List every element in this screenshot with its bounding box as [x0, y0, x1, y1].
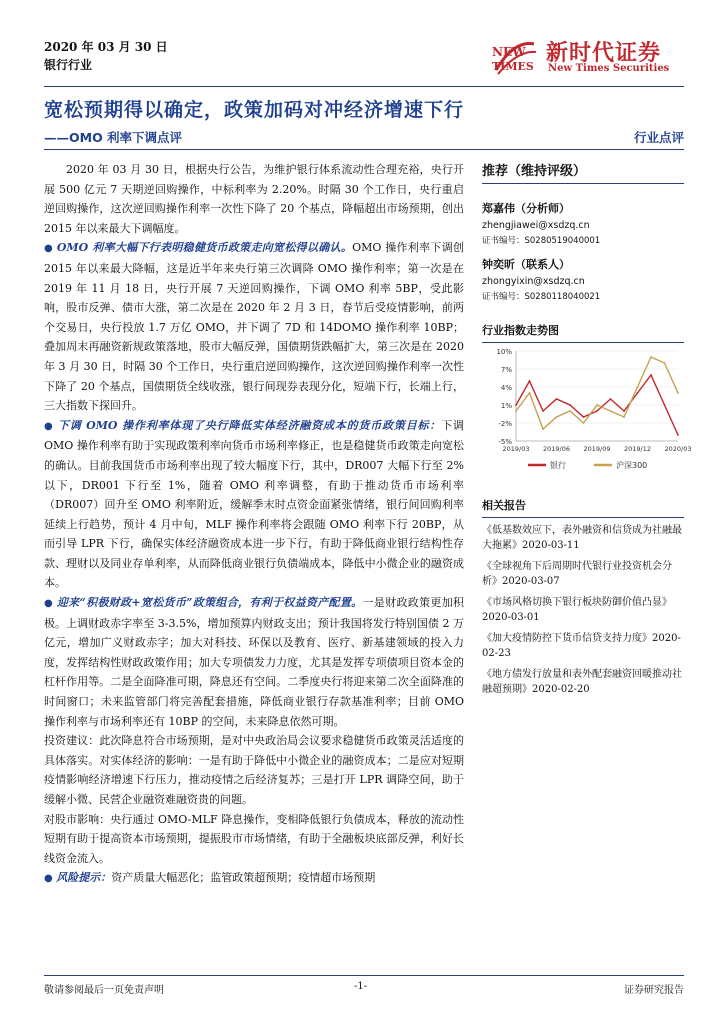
footer-report-type: 证券研究报告	[624, 985, 684, 996]
related-reports-list	[482, 524, 684, 697]
data-point	[542, 410, 544, 412]
bullet-heading-1: OMO 利率大幅下行表明稳健货币政策走向宽松得以确认。	[56, 241, 353, 255]
title-divider	[44, 149, 684, 150]
stock-impact-paragraph: 对股市影响：央行通过 OMO-MLF 降息操作，变相降低银行负债成本，释放的流动性短期有助于提高资本市场预期，提振股市市场情绪，有助于全融板块底部反弹，利好长线资金流入。	[44, 812, 464, 865]
data-point	[677, 392, 679, 394]
bullet-paragraph-1	[44, 238, 464, 415]
risk-heading: 风险提示：	[56, 871, 112, 885]
risk-paragraph	[44, 868, 464, 889]
logo-company-name: 新时代证券	[546, 41, 662, 66]
x-tick-label: 2019/03	[502, 445, 530, 453]
y-tick-label: -2%	[498, 420, 512, 428]
bullet-heading-3: 迎来“积极财政+宽松货币”政策组合，有利于权益资产配置。	[56, 596, 363, 610]
y-tick-label: -5%	[498, 438, 512, 446]
data-point	[569, 404, 571, 406]
data-point	[542, 428, 544, 430]
x-tick-label: 2019/12	[623, 445, 652, 453]
data-point	[515, 404, 517, 406]
report-subtitle: ——OMO 利率下调点评	[44, 130, 183, 145]
related-report-item[interactable]: 《低基数效应下，表外融资和信贷成为社融最大拖累》2020-03-11	[482, 525, 682, 551]
y-tick-label: 10%	[496, 348, 512, 356]
report-date: 2020 年 03 月 30 日	[44, 40, 168, 54]
bullet-paragraph-3	[44, 593, 464, 731]
data-point	[556, 398, 558, 400]
x-tick-label: 2019/06	[542, 445, 571, 453]
risk-text: 资产质量大幅恶化；监管政策超预期；疫情超市场预期	[111, 871, 376, 885]
report-title: 宽松预期得以确定，政策加码对冲经济增速下行	[44, 99, 465, 121]
related-report-item[interactable]: 《全球视角下后周期时代银行业投资机会分析》2020-03-07	[482, 561, 672, 587]
sidebar	[482, 160, 692, 704]
analyst-email[interactable]: zhengjiawei@xsdzq.cn	[482, 220, 590, 231]
logo-mark-icon	[488, 34, 540, 78]
logo-mark-text-top: NEW	[492, 45, 526, 59]
y-tick-label: 1%	[500, 402, 512, 410]
company-logo	[488, 32, 688, 82]
logo-mark-text-bottom: TIMES	[492, 60, 534, 73]
series-line-csi300	[516, 357, 678, 429]
bullet-icon: ●	[44, 243, 54, 255]
data-point	[664, 362, 666, 364]
chart-heading: 行业指数走势图	[482, 322, 684, 343]
report-body	[44, 160, 464, 889]
intro-paragraph: 2020 年 03 月 30 日，根据央行公告，为维护银行体系流动性合理充裕，央行开展 500 亿元 7 天期逆回购操作，中标利率为 2.20%。时隔 30 个工作日，央行重启逆回购操作，这次逆回购操作利率一次性下降了 20 个基点，降幅超出市场预期，创出 2015 年以来最大下调幅度。	[44, 163, 464, 235]
analyst-email[interactable]: zhongyixin@xsdzq.cn	[482, 276, 585, 287]
bullet-icon: ●	[44, 598, 54, 610]
data-point	[529, 380, 531, 382]
data-point	[569, 410, 571, 412]
analyst-name: 郑嘉伟（分析师）	[482, 202, 570, 215]
data-point	[677, 434, 679, 436]
data-point	[583, 422, 585, 424]
analyst-block-2	[482, 256, 684, 302]
data-point	[650, 356, 652, 358]
rating-label: 推荐（维持评级）	[482, 160, 684, 184]
investment-advice-paragraph: 投资建议：此次降息符合市场预期，是对中央政治局会议要求稳健货币政策灵活适度的具体落实。对实体经济的影响：一是有助于降低中小微企业的融资成本；二是应对短期疫情影响经济增速下行压力，推动疫情之后经济复苏；三是打开 LPR 调降空间，助于缓解小微、民营企业融资难融资贵的问题。	[44, 734, 464, 806]
x-tick-label: 2019/09	[583, 445, 611, 453]
data-point	[596, 410, 598, 412]
legend-label: 银行	[550, 461, 566, 470]
logo-company-name-en: New Times Securities	[548, 63, 670, 74]
analyst-block-1	[482, 200, 684, 246]
data-point	[623, 410, 625, 412]
bullet-text-2: 下调 OMO 操作利率有助于实现政策利率向货币市场利率修正，也是稳健货币政策走向宽松的确认。目前我国货币市场利率出现了较大幅度下行，其中，DR007 大幅下行至 2%以下，DR001 下行至 1%，随着 OMO 利率调整，有助于推动货币市场利率（DR007）回升至 OMO 利率附近，缓解季末时点资金面紧张情绪，银行间回购利率延续上行趋势，预计 4 月中旬，MLF 操作利率将会跟随 OMO 利率下行 20BP，从而引导 LPR 下行，确保实体经济融资成本进一步下行，有助于降低商业银行结构性存款、理财以及同业存单利率，从而降低商业银行负债端成本，降低中小微企业的融资成本。	[44, 418, 465, 590]
analyst-name: 钟奕昕（联系人）	[482, 258, 570, 271]
data-point	[637, 386, 639, 388]
bullet-icon: ●	[44, 873, 53, 885]
data-point	[529, 392, 531, 394]
data-point	[556, 416, 558, 418]
data-point	[637, 392, 639, 394]
analyst-certificate: 证书编号：S0280519040001	[482, 236, 601, 246]
data-point	[583, 416, 585, 418]
bullet-paragraph-2	[44, 416, 464, 593]
related-report-item[interactable]: 《地方债发行放量和表外配套融资回暖推动社融超预期》2020-02-20	[482, 669, 682, 695]
related-reports-heading: 相关报告	[482, 497, 684, 518]
related-report-item[interactable]: 《市场风格切换下银行板块防御价值凸显》2020-03-01	[482, 597, 672, 623]
index-trend-chart	[482, 343, 692, 475]
data-point	[610, 410, 612, 412]
bullet-heading-2: 下调 OMO 操作利率体现了央行降低实体经济融资成本的货币政策目标：	[57, 418, 442, 432]
data-point	[664, 404, 666, 406]
footer-divider	[44, 975, 684, 976]
data-point	[623, 416, 625, 418]
x-tick-label: 2020/03	[664, 445, 692, 453]
bullet-text-1: OMO 操作利率下调创 2015 年以来最大降幅，这是近半年来央行第三次调降 OMO 操作利率；第一次是在 2019 年 11 月 18 日，央行开展 7 天逆回购操作，下调 OMO 利率 5BP，受此影响，股市反弹、债市大涨，第二次是在 2020 年 2 月 3 日，春节后受疫情影响，前两个交易日，央行投放 1.7 万亿 OMO，并下调了 7D 和 14DOMO 操作利率 10BP；叠加周末再融资新规政策落地，股市大幅反弹，国债期货跌幅扩大，第三次是在 2020 年 3 月 30 日，时隔 30 个工作日，央行重启逆回购操作，这次逆回购操作利率一次性下降了 20 个基点，国债期货全线收涨，银行间现券表现分化，短端下行，长端上行，三大指数下探回升。	[44, 241, 464, 413]
y-tick-label: 4%	[500, 384, 512, 392]
data-point	[515, 410, 517, 412]
header-divider	[44, 86, 684, 87]
data-point	[610, 398, 612, 400]
industry-label: 银行行业	[44, 58, 93, 72]
legend-label: 沪深300	[616, 461, 648, 470]
data-point	[596, 404, 598, 406]
analyst-certificate: 证书编号：S0280118040021	[482, 292, 601, 302]
page-number: -1-	[354, 981, 368, 992]
index-trend-chart-svg	[482, 343, 692, 475]
report-type: 行业点评	[633, 130, 684, 145]
footer-disclaimer-note: 敬请参阅最后一页免责声明	[44, 985, 164, 996]
bullet-text-3: 一是财政政策更加积极。上调财政赤字率至 3-3.5%，增加预算内财政支出；预计我国将发行特别国债 2 万亿元，增加广义财政赤字；加大对科技、环保以及教育、医疗、新基建领域的投入力度，发挥结构性财政政策作用；加大专项债发力力度，尤其是发挥专项债项目资本金的杠杆作用等。二是全面降准可期，降息还有空间。二季度央行将迎来第二次全面降准的时间窗口；未来监管部门将完善配套措施，降低商业银行存款基准利率；目前 OMO 操作利率与市场利率还有 10BP 的空间，未来降息依然可期。	[44, 596, 465, 728]
y-tick-label: 7%	[500, 366, 512, 374]
data-point	[650, 374, 652, 376]
bullet-icon: ●	[44, 420, 54, 432]
related-report-item[interactable]: 《加大疫情防控下货币信贷支持力度》2020-02-23	[482, 633, 681, 659]
